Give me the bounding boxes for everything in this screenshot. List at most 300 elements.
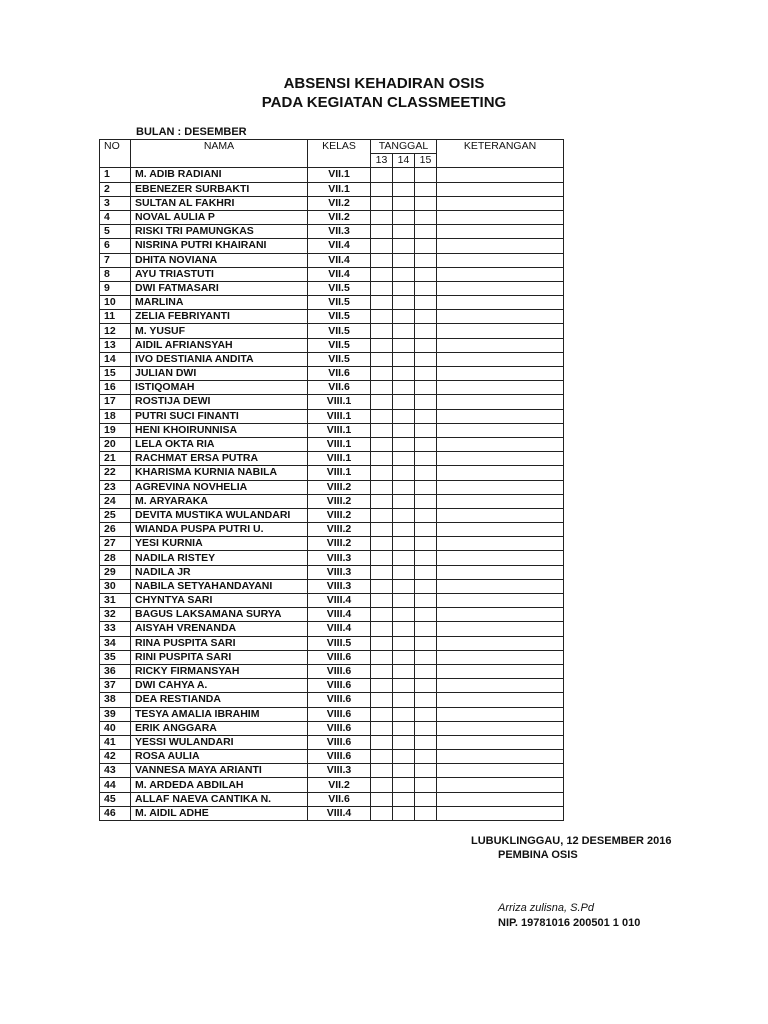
attendance-cell-15 (415, 310, 437, 324)
remarks-cell (437, 168, 564, 182)
row-number: 40 (100, 721, 131, 735)
attendance-cell-14 (393, 210, 415, 224)
signatory-role: PEMBINA OSIS (498, 849, 578, 861)
table-row (100, 508, 564, 522)
attendance-cell-14 (393, 750, 415, 764)
student-name: TESYA AMALIA IBRAHIM (131, 707, 308, 721)
attendance-cell-13 (371, 750, 393, 764)
table-row (100, 523, 564, 537)
remarks-cell (437, 437, 564, 451)
table-row (100, 437, 564, 451)
row-number: 13 (100, 338, 131, 352)
header-day: 15 (415, 154, 437, 168)
student-name: RACHMAT ERSA PUTRA (131, 452, 308, 466)
attendance-cell-15 (415, 338, 437, 352)
attendance-cell-14 (393, 523, 415, 537)
attendance-cell-13 (371, 253, 393, 267)
attendance-cell-13 (371, 338, 393, 352)
student-class: VIII.4 (308, 594, 371, 608)
attendance-cell-15 (415, 537, 437, 551)
student-name: DWI CAHYA A. (131, 679, 308, 693)
table-row (100, 210, 564, 224)
attendance-cell-15 (415, 281, 437, 295)
table-row (100, 594, 564, 608)
student-class: VIII.6 (308, 664, 371, 678)
table-row (100, 650, 564, 664)
header-day: 14 (393, 154, 415, 168)
attendance-cell-14 (393, 168, 415, 182)
student-class: VIII.4 (308, 806, 371, 820)
table-row (100, 735, 564, 749)
student-name: ALLAF NAEVA CANTIKA N. (131, 792, 308, 806)
remarks-cell (437, 778, 564, 792)
row-number: 18 (100, 409, 131, 423)
header-day: 13 (371, 154, 393, 168)
table-row (100, 608, 564, 622)
row-number: 14 (100, 352, 131, 366)
attendance-cell-15 (415, 523, 437, 537)
header-keterangan: KETERANGAN (437, 140, 564, 168)
student-name: YESI KURNIA (131, 537, 308, 551)
attendance-cell-14 (393, 508, 415, 522)
attendance-cell-14 (393, 594, 415, 608)
student-class: VIII.1 (308, 409, 371, 423)
attendance-cell-14 (393, 650, 415, 664)
student-class: VIII.2 (308, 508, 371, 522)
row-number: 32 (100, 608, 131, 622)
row-number: 23 (100, 480, 131, 494)
attendance-cell-13 (371, 395, 393, 409)
table-row (100, 395, 564, 409)
student-class: VII.2 (308, 778, 371, 792)
attendance-cell-15 (415, 210, 437, 224)
row-number: 15 (100, 367, 131, 381)
table-row (100, 778, 564, 792)
row-number: 17 (100, 395, 131, 409)
student-class: VIII.5 (308, 636, 371, 650)
student-name: M. ADIB RADIANI (131, 168, 308, 182)
student-class: VII.6 (308, 367, 371, 381)
student-class: VII.5 (308, 338, 371, 352)
student-name: AISYAH VRENANDA (131, 622, 308, 636)
table-row (100, 721, 564, 735)
attendance-cell-13 (371, 650, 393, 664)
table-row (100, 281, 564, 295)
attendance-cell-15 (415, 594, 437, 608)
remarks-cell (437, 253, 564, 267)
table-row (100, 792, 564, 806)
attendance-cell-15 (415, 239, 437, 253)
student-name: JULIAN DWI (131, 367, 308, 381)
attendance-cell-13 (371, 239, 393, 253)
remarks-cell (437, 494, 564, 508)
table-row (100, 764, 564, 778)
student-class: VIII.2 (308, 537, 371, 551)
attendance-cell-15 (415, 693, 437, 707)
student-name: NADILA JR (131, 565, 308, 579)
remarks-cell (437, 466, 564, 480)
table-row (100, 168, 564, 182)
student-class: VII.5 (308, 281, 371, 295)
row-number: 24 (100, 494, 131, 508)
attendance-cell-14 (393, 764, 415, 778)
remarks-cell (437, 324, 564, 338)
signatory-name: Arriza zulisna, S.Pd (498, 902, 594, 914)
student-class: VIII.6 (308, 693, 371, 707)
student-name: HENI KHOIRUNNISA (131, 423, 308, 437)
student-name: ZELIA FEBRIYANTI (131, 310, 308, 324)
student-name: ISTIQOMAH (131, 381, 308, 395)
attendance-cell-15 (415, 551, 437, 565)
attendance-cell-14 (393, 239, 415, 253)
row-number: 25 (100, 508, 131, 522)
attendance-cell-15 (415, 480, 437, 494)
student-name: AGREVINA NOVHELIA (131, 480, 308, 494)
attendance-cell-15 (415, 679, 437, 693)
student-name: ERIK ANGGARA (131, 721, 308, 735)
attendance-cell-15 (415, 253, 437, 267)
attendance-cell-15 (415, 608, 437, 622)
attendance-cell-15 (415, 494, 437, 508)
remarks-cell (437, 664, 564, 678)
row-number: 8 (100, 267, 131, 281)
remarks-cell (437, 480, 564, 494)
attendance-cell-15 (415, 452, 437, 466)
student-name: BAGUS LAKSAMANA SURYA (131, 608, 308, 622)
row-number: 21 (100, 452, 131, 466)
student-name: RINI PUSPITA SARI (131, 650, 308, 664)
attendance-cell-15 (415, 565, 437, 579)
remarks-cell (437, 707, 564, 721)
student-class: VIII.3 (308, 565, 371, 579)
remarks-cell (437, 764, 564, 778)
row-number: 6 (100, 239, 131, 253)
attendance-cell-14 (393, 792, 415, 806)
attendance-cell-13 (371, 367, 393, 381)
row-number: 2 (100, 182, 131, 196)
remarks-cell (437, 296, 564, 310)
remarks-cell (437, 310, 564, 324)
attendance-cell-13 (371, 310, 393, 324)
student-class: VII.1 (308, 182, 371, 196)
attendance-cell-13 (371, 494, 393, 508)
remarks-cell (437, 721, 564, 735)
attendance-cell-14 (393, 338, 415, 352)
attendance-cell-13 (371, 452, 393, 466)
table-row (100, 381, 564, 395)
student-class: VII.3 (308, 225, 371, 239)
student-name: AYU TRIASTUTI (131, 267, 308, 281)
student-class: VIII.2 (308, 523, 371, 537)
attendance-cell-14 (393, 367, 415, 381)
attendance-cell-15 (415, 182, 437, 196)
attendance-cell-13 (371, 721, 393, 735)
attendance-cell-14 (393, 437, 415, 451)
remarks-cell (437, 239, 564, 253)
student-name: CHYNTYA SARI (131, 594, 308, 608)
table-row (100, 296, 564, 310)
student-class: VIII.6 (308, 750, 371, 764)
remarks-cell (437, 792, 564, 806)
student-class: VII.4 (308, 239, 371, 253)
remarks-cell (437, 508, 564, 522)
table-row (100, 466, 564, 480)
attendance-cell-15 (415, 707, 437, 721)
attendance-cell-14 (393, 608, 415, 622)
remarks-cell (437, 225, 564, 239)
attendance-cell-14 (393, 324, 415, 338)
student-name: M. YUSUF (131, 324, 308, 338)
attendance-cell-15 (415, 196, 437, 210)
student-name: NISRINA PUTRI KHAIRANI (131, 239, 308, 253)
attendance-cell-15 (415, 409, 437, 423)
attendance-cell-14 (393, 196, 415, 210)
attendance-cell-13 (371, 778, 393, 792)
attendance-cell-13 (371, 664, 393, 678)
table-row (100, 579, 564, 593)
attendance-cell-13 (371, 608, 393, 622)
attendance-cell-14 (393, 423, 415, 437)
student-class: VII.4 (308, 253, 371, 267)
student-name: RINA PUSPITA SARI (131, 636, 308, 650)
student-name: RISKI TRI PAMUNGKAS (131, 225, 308, 239)
remarks-cell (437, 210, 564, 224)
attendance-cell-14 (393, 735, 415, 749)
row-number: 31 (100, 594, 131, 608)
attendance-cell-13 (371, 423, 393, 437)
remarks-cell (437, 196, 564, 210)
attendance-cell-14 (393, 466, 415, 480)
attendance-cell-13 (371, 281, 393, 295)
month-label: BULAN : DESEMBER (136, 126, 247, 138)
row-number: 43 (100, 764, 131, 778)
attendance-cell-14 (393, 225, 415, 239)
remarks-cell (437, 409, 564, 423)
attendance-cell-15 (415, 735, 437, 749)
student-class: VII.5 (308, 324, 371, 338)
student-name: NADILA RISTEY (131, 551, 308, 565)
remarks-cell (437, 182, 564, 196)
attendance-cell-13 (371, 565, 393, 579)
signatory-nip: NIP. 19781016 200501 1 010 (498, 917, 641, 929)
attendance-cell-15 (415, 225, 437, 239)
student-name: EBENEZER SURBAKTI (131, 182, 308, 196)
table-row (100, 622, 564, 636)
row-number: 36 (100, 664, 131, 678)
remarks-cell (437, 281, 564, 295)
remarks-cell (437, 636, 564, 650)
remarks-cell (437, 551, 564, 565)
attendance-cell-13 (371, 636, 393, 650)
row-number: 42 (100, 750, 131, 764)
attendance-table (99, 139, 564, 821)
student-name: M. ARYARAKA (131, 494, 308, 508)
table-row (100, 324, 564, 338)
student-name: PUTRI SUCI FINANTI (131, 409, 308, 423)
header-kelas: KELAS (308, 140, 371, 168)
row-number: 28 (100, 551, 131, 565)
table-row (100, 352, 564, 366)
table-row (100, 537, 564, 551)
row-number: 27 (100, 537, 131, 551)
table-row (100, 267, 564, 281)
table-row (100, 806, 564, 820)
attendance-cell-14 (393, 565, 415, 579)
remarks-cell (437, 594, 564, 608)
row-number: 29 (100, 565, 131, 579)
student-class: VIII.1 (308, 423, 371, 437)
student-name: ROSA AULIA (131, 750, 308, 764)
student-class: VIII.1 (308, 466, 371, 480)
table-row (100, 196, 564, 210)
row-number: 19 (100, 423, 131, 437)
student-name: SULTAN AL FAKHRI (131, 196, 308, 210)
student-name: KHARISMA KURNIA NABILA (131, 466, 308, 480)
remarks-cell (437, 679, 564, 693)
attendance-cell-14 (393, 253, 415, 267)
remarks-cell (437, 735, 564, 749)
remarks-cell (437, 579, 564, 593)
attendance-cell-13 (371, 182, 393, 196)
remarks-cell (437, 750, 564, 764)
row-number: 30 (100, 579, 131, 593)
table-row (100, 707, 564, 721)
attendance-cell-15 (415, 664, 437, 678)
attendance-cell-13 (371, 210, 393, 224)
student-name: DWI FATMASARI (131, 281, 308, 295)
document-subtitle: PADA KEGIATAN CLASSMEETING (261, 94, 507, 111)
student-name: DHITA NOVIANA (131, 253, 308, 267)
attendance-cell-13 (371, 381, 393, 395)
table-row (100, 664, 564, 678)
attendance-cell-14 (393, 395, 415, 409)
row-number: 45 (100, 792, 131, 806)
remarks-cell (437, 381, 564, 395)
table-row (100, 182, 564, 196)
remarks-cell (437, 367, 564, 381)
attendance-cell-15 (415, 168, 437, 182)
table-row (100, 423, 564, 437)
row-number: 35 (100, 650, 131, 664)
student-name: IVO DESTIANIA ANDITA (131, 352, 308, 366)
attendance-cell-15 (415, 806, 437, 820)
table-row (100, 225, 564, 239)
remarks-cell (437, 650, 564, 664)
table-row (100, 452, 564, 466)
attendance-cell-15 (415, 792, 437, 806)
attendance-cell-15 (415, 508, 437, 522)
attendance-cell-15 (415, 367, 437, 381)
row-number: 33 (100, 622, 131, 636)
student-class: VII.2 (308, 196, 371, 210)
table-row (100, 338, 564, 352)
attendance-cell-14 (393, 721, 415, 735)
table-row (100, 565, 564, 579)
remarks-cell (437, 267, 564, 281)
row-number: 37 (100, 679, 131, 693)
row-number: 41 (100, 735, 131, 749)
student-name: YESSI WULANDARI (131, 735, 308, 749)
attendance-cell-14 (393, 267, 415, 281)
student-class: VIII.1 (308, 452, 371, 466)
document-title: ABSENSI KEHADIRAN OSIS (283, 75, 485, 92)
student-name: M. ARDEDA ABDILAH (131, 778, 308, 792)
student-name: NABILA SETYAHANDAYANI (131, 579, 308, 593)
attendance-cell-13 (371, 537, 393, 551)
attendance-cell-13 (371, 579, 393, 593)
remarks-cell (437, 537, 564, 551)
attendance-cell-14 (393, 679, 415, 693)
attendance-cell-15 (415, 636, 437, 650)
student-class: VII.6 (308, 792, 371, 806)
student-name: MARLINA (131, 296, 308, 310)
attendance-cell-15 (415, 721, 437, 735)
student-class: VIII.3 (308, 764, 371, 778)
row-number: 9 (100, 281, 131, 295)
attendance-cell-15 (415, 267, 437, 281)
attendance-cell-14 (393, 381, 415, 395)
attendance-cell-13 (371, 296, 393, 310)
student-name: NOVAL AULIA P (131, 210, 308, 224)
attendance-cell-14 (393, 296, 415, 310)
student-name: DEA RESTIANDA (131, 693, 308, 707)
attendance-cell-13 (371, 168, 393, 182)
remarks-cell (437, 693, 564, 707)
attendance-cell-14 (393, 537, 415, 551)
student-class: VII.4 (308, 267, 371, 281)
attendance-cell-14 (393, 622, 415, 636)
attendance-cell-15 (415, 778, 437, 792)
attendance-cell-13 (371, 707, 393, 721)
attendance-cell-13 (371, 225, 393, 239)
row-number: 34 (100, 636, 131, 650)
student-class: VII.6 (308, 381, 371, 395)
attendance-cell-14 (393, 494, 415, 508)
attendance-cell-13 (371, 437, 393, 451)
row-number: 10 (100, 296, 131, 310)
attendance-cell-13 (371, 196, 393, 210)
attendance-cell-15 (415, 579, 437, 593)
student-class: VIII.2 (308, 494, 371, 508)
attendance-cell-13 (371, 679, 393, 693)
attendance-cell-14 (393, 281, 415, 295)
remarks-cell (437, 608, 564, 622)
student-class: VII.5 (308, 310, 371, 324)
attendance-cell-14 (393, 707, 415, 721)
attendance-cell-14 (393, 579, 415, 593)
student-name: AIDIL AFRIANSYAH (131, 338, 308, 352)
row-number: 39 (100, 707, 131, 721)
attendance-cell-15 (415, 423, 437, 437)
attendance-cell-14 (393, 452, 415, 466)
student-class: VIII.6 (308, 679, 371, 693)
remarks-cell (437, 565, 564, 579)
attendance-cell-13 (371, 806, 393, 820)
attendance-cell-15 (415, 381, 437, 395)
student-class: VIII.1 (308, 395, 371, 409)
place-date: LUBUKLINGGAU, 12 DESEMBER 2016 (471, 835, 672, 847)
attendance-cell-14 (393, 352, 415, 366)
attendance-cell-13 (371, 267, 393, 281)
row-number: 1 (100, 168, 131, 182)
table-row (100, 310, 564, 324)
table-row (100, 693, 564, 707)
student-name: RICKY FIRMANSYAH (131, 664, 308, 678)
table-row (100, 750, 564, 764)
student-class: VIII.4 (308, 608, 371, 622)
header-tanggal: TANGGAL (371, 140, 437, 154)
student-name: DEVITA MUSTIKA WULANDARI (131, 508, 308, 522)
